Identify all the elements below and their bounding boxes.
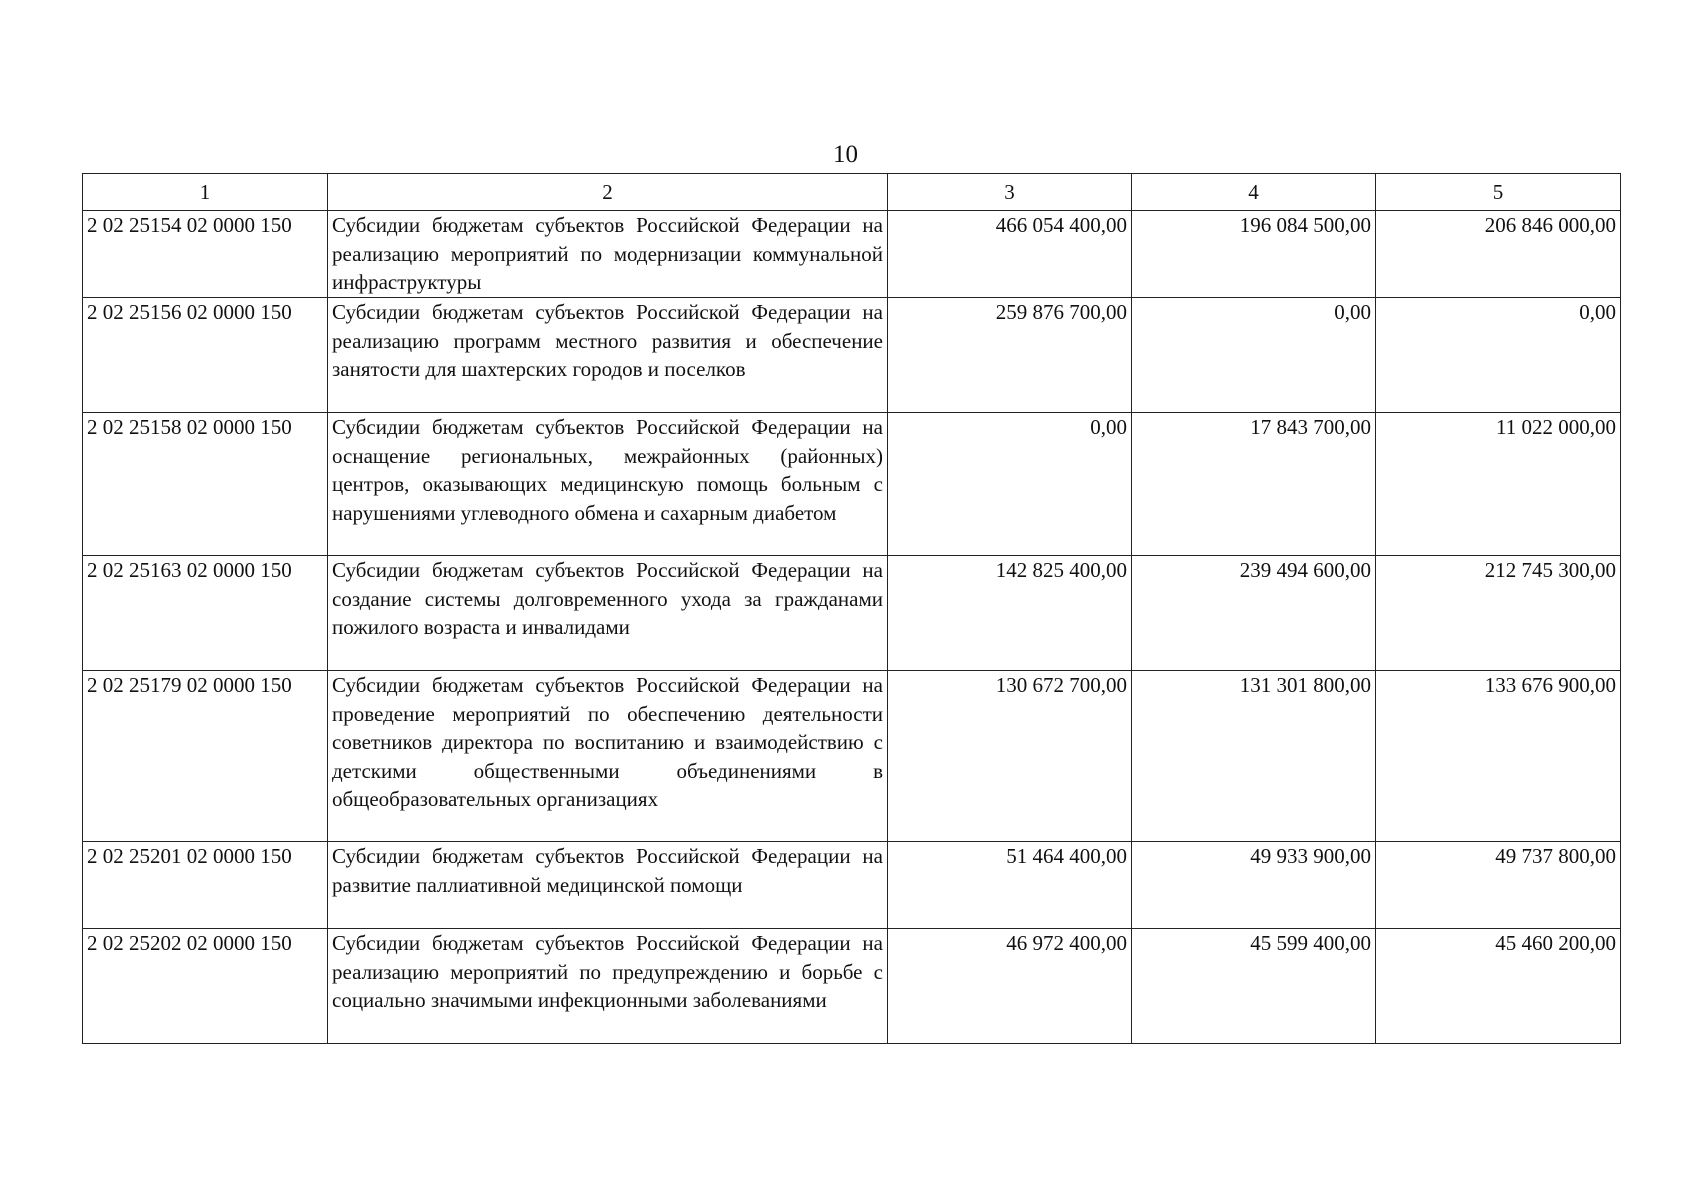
amount-col4-cell: 45 599 400,00 [1132,929,1376,1044]
table-header-row [83,174,1621,211]
column-header-5: 5 [1376,174,1621,211]
table-row [83,671,1621,842]
budget-code-cell: 2 02 25202 02 0000 150 [83,929,328,1044]
amount-col5-cell: 45 460 200,00 [1376,929,1621,1044]
description-cell: Субсидии бюджетам субъектов Российской Федерации на создание системы долговременного ухода за гражданами пожилого возраста и инвалидами [328,556,888,671]
column-header-3: 3 [888,174,1132,211]
amount-col5-cell: 212 745 300,00 [1376,556,1621,671]
amount-col5-cell: 133 676 900,00 [1376,671,1621,842]
table-row [83,556,1621,671]
amount-col3-cell: 259 876 700,00 [888,298,1132,413]
column-header-2: 2 [328,174,888,211]
page-number: 10 [833,141,858,168]
table-row [83,211,1621,298]
amount-col4-cell: 196 084 500,00 [1132,211,1376,298]
budget-table [82,173,1621,1044]
description-cell: Субсидии бюджетам субъектов Российской Федерации на проведение мероприятий по обеспечению деятельности советников директора по воспитанию и взаимодействию с детскими общественными объединениями в общеобразовательных организациях [328,671,888,842]
description-cell: Субсидии бюджетам субъектов Российской Федерации на реализацию мероприятий по предупреждению и борьбе с социально значимыми инфекционными заболеваниями [328,929,888,1044]
budget-code-cell: 2 02 25154 02 0000 150 [83,211,328,298]
amount-col4-cell: 0,00 [1132,298,1376,413]
budget-code-cell: 2 02 25156 02 0000 150 [83,298,328,413]
amount-col5-cell: 0,00 [1376,298,1621,413]
amount-col5-cell: 11 022 000,00 [1376,413,1621,556]
table-row [83,413,1621,556]
description-cell: Субсидии бюджетам субъектов Российской Федерации на оснащение региональных, межрайонных (районных) центров, оказывающих медицинскую помощь больным с нарушениями углеводного обмена и сахарным диабетом [328,413,888,556]
amount-col4-cell: 131 301 800,00 [1132,671,1376,842]
budget-code-cell: 2 02 25158 02 0000 150 [83,413,328,556]
description-cell: Субсидии бюджетам субъектов Российской Федерации на развитие паллиативной медицинской помощи [328,842,888,929]
amount-col5-cell: 49 737 800,00 [1376,842,1621,929]
amount-col3-cell: 0,00 [888,413,1132,556]
table-row [83,298,1621,413]
column-header-1: 1 [83,174,328,211]
amount-col4-cell: 17 843 700,00 [1132,413,1376,556]
budget-code-cell: 2 02 25201 02 0000 150 [83,842,328,929]
amount-col4-cell: 49 933 900,00 [1132,842,1376,929]
amount-col3-cell: 46 972 400,00 [888,929,1132,1044]
amount-col5-cell: 206 846 000,00 [1376,211,1621,298]
amount-col3-cell: 466 054 400,00 [888,211,1132,298]
table-row [83,842,1621,929]
description-cell: Субсидии бюджетам субъектов Российской Федерации на реализацию программ местного развития и обеспечение занятости для шахтерских городов и поселков [328,298,888,413]
budget-code-cell: 2 02 25179 02 0000 150 [83,671,328,842]
budget-code-cell: 2 02 25163 02 0000 150 [83,556,328,671]
amount-col4-cell: 239 494 600,00 [1132,556,1376,671]
amount-col3-cell: 51 464 400,00 [888,842,1132,929]
amount-col3-cell: 142 825 400,00 [888,556,1132,671]
table-row [83,929,1621,1044]
description-cell: Субсидии бюджетам субъектов Российской Федерации на реализацию мероприятий по модернизации коммунальной инфраструктуры [328,211,888,298]
column-header-4: 4 [1132,174,1376,211]
amount-col3-cell: 130 672 700,00 [888,671,1132,842]
